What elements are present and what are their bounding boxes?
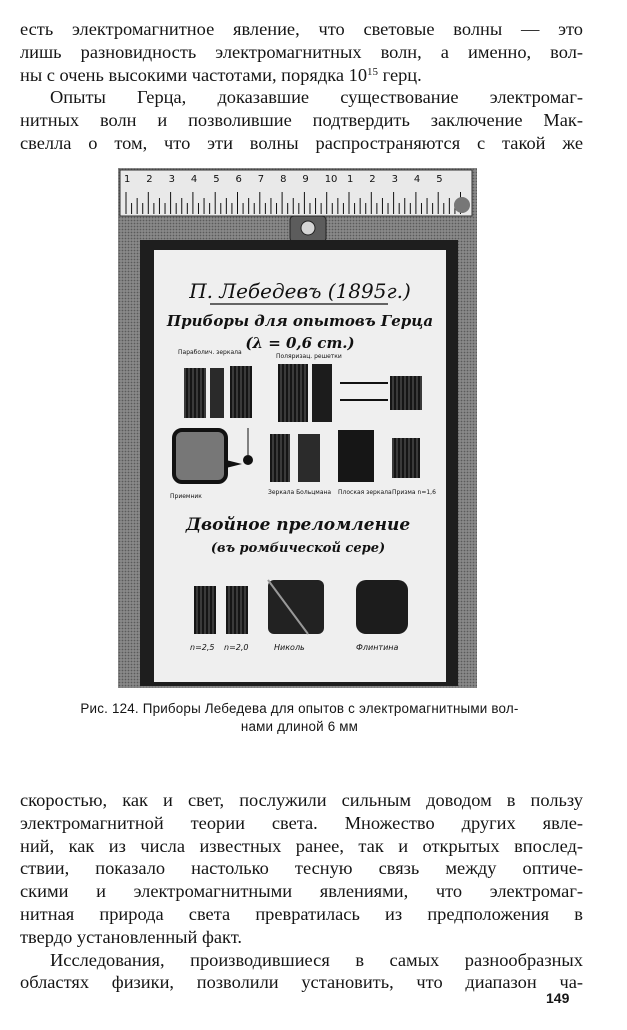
ruler-number: 1	[347, 174, 354, 185]
double-refraction-title: Двойное преломление	[185, 515, 411, 535]
ruler-number: 7	[257, 174, 265, 185]
ruler-number: 3	[391, 174, 398, 185]
caption-line: нами длиной 6 мм	[240, 719, 359, 734]
ruler-number: 5	[436, 174, 443, 185]
frequency-unit: герц.	[378, 64, 422, 85]
text-line: областях физики, позволили установить, что диапазон ча-	[20, 972, 583, 993]
caption-line: Рис. 124. Приборы Лебедева для опытов с электромагнитными вол-	[80, 701, 519, 716]
frequency-exponent: 15	[367, 65, 379, 78]
label-bolometer: Зеркала Больцмана	[268, 489, 332, 496]
text-line: скими и электромагнитными явлениями, что электромаг-	[20, 881, 583, 902]
text-line: нитных волн и позволившие подтвердить заключение Мак-	[20, 110, 583, 131]
text-line: лишь разновидность электромагнитных волн, а именно, вол-	[20, 41, 583, 62]
label-n2: n=2,0	[224, 643, 249, 652]
text-line: Исследования, производившиеся в самых разнообразных	[50, 949, 583, 970]
ruler-number: 2	[369, 174, 376, 185]
text-line: электромагнитной теории света. Множество других явле-	[20, 812, 583, 833]
ruler-number: 8	[280, 174, 287, 185]
figure-caption	[12, 700, 587, 736]
label-polarizers: Поляризац. решетки	[276, 353, 342, 360]
ruler-number: 10	[324, 174, 338, 185]
text-line: есть электромагнитное явление, что световые волны — это	[20, 19, 583, 39]
ruler-number: 4	[190, 174, 198, 185]
ruler	[120, 170, 472, 216]
ruler-number: 3	[168, 174, 175, 185]
board-title: П. Лебедевъ (1895г.)	[189, 279, 411, 303]
text-line: свелла о том, что эти волны распространяются с такой же	[20, 132, 583, 153]
text-line: скоростью, как и свет, послужили сильным доводом в пользу	[20, 790, 583, 810]
receiver-box	[174, 430, 226, 482]
text-line: нитная природа света превратилась из предположения в	[20, 903, 583, 924]
ruler-number: 2	[146, 174, 153, 185]
label-mirrors: Параболич. зеркала	[178, 349, 242, 356]
text-line-frequency	[20, 64, 583, 87]
board-wavelength: (λ = 0,6 cm.)	[245, 334, 355, 352]
text-fragment: ны с очень высокими частотами, порядка	[20, 64, 349, 85]
label-nicol: Николь	[274, 643, 305, 652]
ruler-number: 4	[413, 174, 421, 185]
text-line: ний, как из числа известных ранее, так и открытых впослед-	[20, 835, 583, 856]
ruler-number: 6	[235, 174, 242, 185]
board-subtitle: Приборы для опытовъ Герца	[166, 312, 434, 330]
ruler-knob	[454, 197, 470, 213]
double-refraction-subtitle: (въ ромбической сере)	[210, 541, 386, 556]
text-line: твердо установленный факт.	[20, 926, 242, 947]
frequency-base: 10	[348, 64, 368, 85]
label-receiver: Приемник	[170, 493, 202, 500]
ruler-number: 5	[213, 174, 220, 185]
page-number: 149	[546, 990, 570, 1006]
paragraph-bottom	[20, 789, 583, 994]
ruler-numbers	[124, 174, 443, 185]
label-plate: Плоская зеркала	[338, 489, 392, 496]
label-flint: Флинтина	[356, 643, 399, 652]
lebedev-apparatus-photo	[118, 168, 477, 688]
ruler-number: 1	[124, 174, 131, 185]
label-prism: Призма n=1,6	[392, 489, 436, 496]
paragraph-top	[20, 18, 583, 155]
label-n1: n=2,5	[190, 643, 215, 652]
ruler-number: 9	[302, 174, 309, 185]
text-line: ствии, показало настолько тесную связь между оптиче-	[20, 858, 583, 879]
apparatus-row-3	[194, 580, 408, 634]
text-line: Опыты Герца, доказавшие существование электромаг-	[50, 87, 583, 108]
